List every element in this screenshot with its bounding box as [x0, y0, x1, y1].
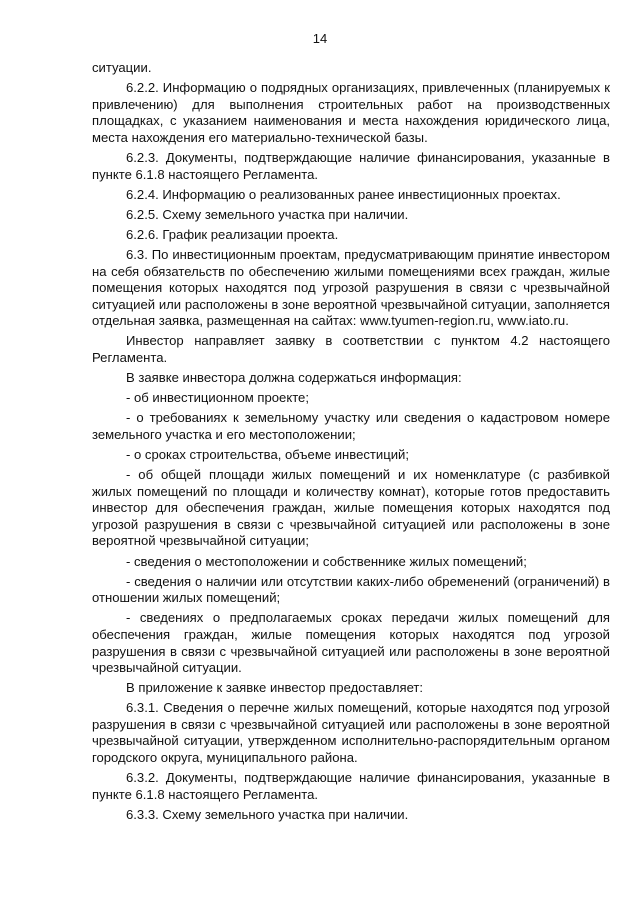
- paragraph-6-3-1: 6.3.1. Сведения о перечне жилых помещений, которые находятся под угрозой разрушения в связи с чрезвычайной ситуацией или расположены в зоне вероятной чрезвычайной ситуации, утвержденном исполнительно-распорядительным органом городского округа, муниципального района.: [92, 700, 610, 766]
- paragraph-investor-submission: Инвестор направляет заявку в соответствии с пунктом 4.2 настоящего Регламента.: [92, 333, 610, 365]
- paragraph-6-3: 6.3. По инвестиционным проектам, предусматривающим принятие инвестором на себя обязательств по обеспечению жилыми помещениями всех граждан, жилые помещения которых находятся под угрозой разрушения в связи с чрезвычайной ситуацией или расположены в зоне вероятной чрезвычайной ситуации, заполняется отдельная заявка, размещенная на сайтах: www.tyumen-region.ru, www.iato.ru.: [92, 246, 610, 329]
- paragraph-6-2-5: 6.2.5. Схему земельного участка при наличии.: [126, 206, 409, 222]
- paragraph-appendix-intro: В приложение к заявке инвестор предоставляет:: [126, 680, 424, 696]
- paragraph-6-3-2: 6.3.2. Документы, подтверждающие наличие финансирования, указанные в пункте 6.1.8 настоящего Регламента.: [92, 770, 610, 802]
- list-item-location-owner: - сведения о местоположении и собственнике жилых помещений;: [126, 553, 527, 569]
- list-item-encumbrances: - сведения о наличии или отсутствии каких-либо обременений (ограничений) в отношении жилых помещений;: [92, 573, 610, 606]
- list-item-project: - об инвестиционном проекте;: [126, 390, 309, 406]
- paragraph-continuation: ситуации.: [92, 60, 152, 75]
- list-item-transfer-terms: - сведениях о предполагаемых сроках передачи жилых помещений для обеспечения граждан, жилые помещения которых находятся под угрозой разрушения в связи с чрезвычайной ситуацией или расположены в зоне вероятной чрезвычайной ситуации.: [92, 610, 610, 676]
- paragraph-6-2-6: 6.2.6. График реализации проекта.: [126, 226, 339, 242]
- list-item-total-area: - об общей площади жилых помещений и их номенклатуре (с разбивкой жилых помещений по площади и количеству комнат), которые готов предоставить инвестор для обеспечения граждан, жилые помещения которых находятся под угрозой разрушения в связи с чрезвычайной ситуацией или расположены в зоне вероятной чрезвычайной ситуации;: [92, 467, 610, 549]
- paragraph-6-3-3: 6.3.3. Схему земельного участка при наличии.: [126, 806, 409, 822]
- page-number: 14: [312, 31, 328, 46]
- document-body: [92, 60, 610, 827]
- paragraph-application-contents-intro: В заявке инвестора должна содержаться информация:: [126, 370, 462, 386]
- paragraph-6-2-4: 6.2.4. Информацию о реализованных ранее инвестиционных проектах.: [126, 186, 561, 202]
- list-item-land-requirements: - о требованиях к земельному участку или сведения о кадастровом номере земельного участка и его местоположении;: [92, 410, 610, 442]
- paragraph-6-2-2: 6.2.2. Информацию о подрядных организациях, привлеченных (планируемых к привлечению) для выполнения строительных работ на производственных площадках, с указанием наименования и места нахождения юридического лица, места нахождения его материально-технической базы.: [92, 80, 610, 145]
- list-item-construction-terms: - о сроках строительства, объеме инвестиций;: [126, 446, 409, 462]
- paragraph-6-2-3: 6.2.3. Документы, подтверждающие наличие финансирования, указанные в пункте 6.1.8 настоящего Регламента.: [92, 149, 610, 182]
